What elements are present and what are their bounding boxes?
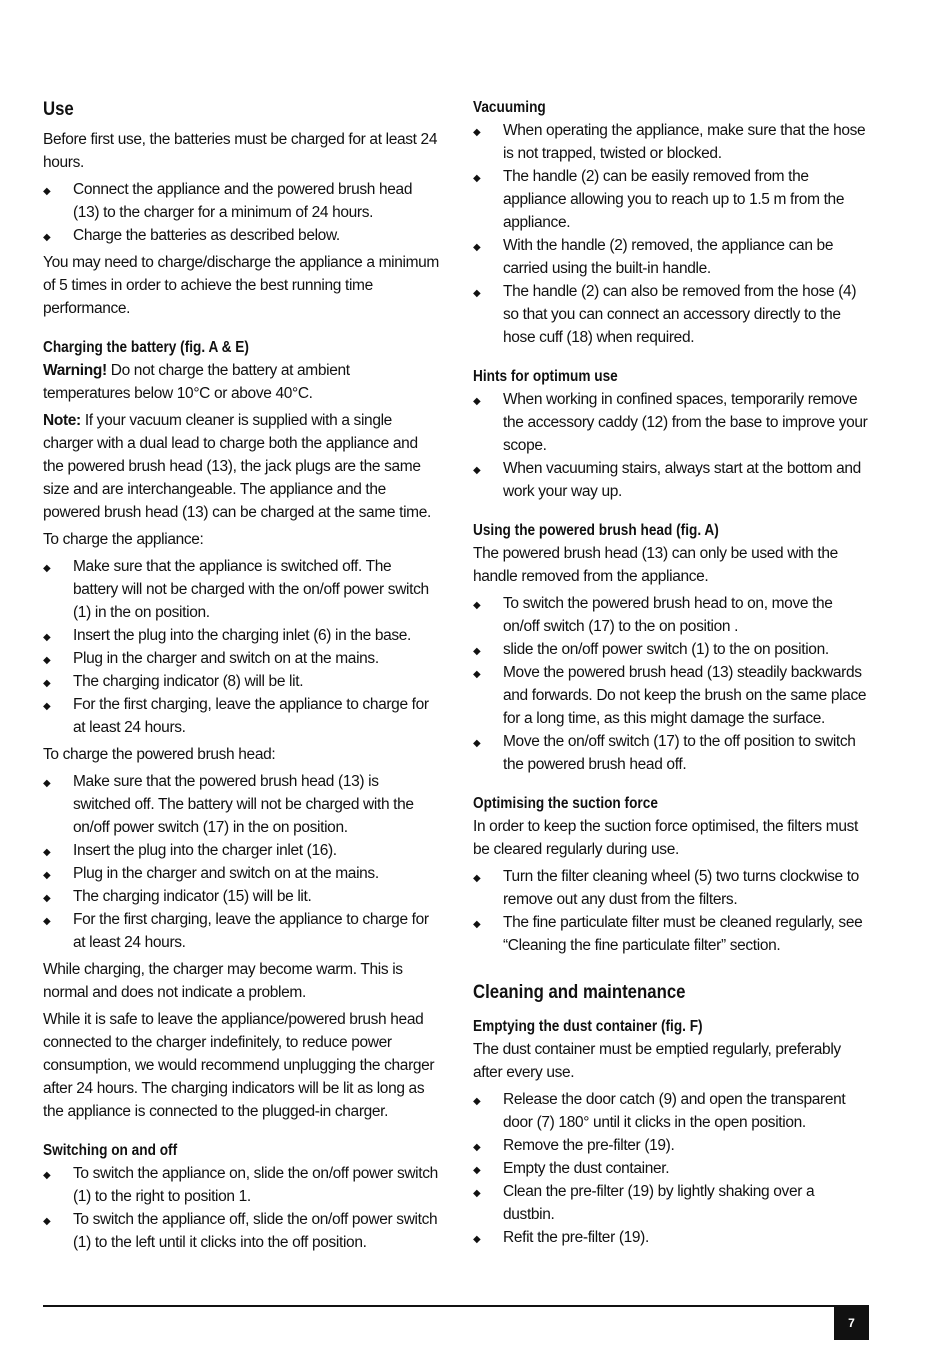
- list-item: [43, 647, 439, 670]
- brush-heading: Using the powered brush head (fig. A): [473, 522, 719, 539]
- list-item-text: Turn the filter cleaning wheel (5) two turns clockwise to remove out any dust from the filters.: [503, 868, 859, 908]
- list-item-text: The charging indicator (8) will be lit.: [73, 673, 304, 690]
- list-item: [473, 1157, 869, 1180]
- bullet-icon: ◆: [43, 701, 51, 712]
- list-item: [43, 624, 439, 647]
- safe-note: While it is safe to leave the appliance/powered brush head connected to the charger indefinitely, to reduce power consumption, we would recommend unplugging the charger after 24 hours. The charging indicators will be lit as long as the appliance is connected to the plugged-in charger.: [43, 1011, 435, 1120]
- bullet-icon: ◆: [473, 127, 481, 138]
- list-item-text: For the first charging, leave the appliance to charge for at least 24 hours.: [73, 911, 429, 951]
- list-item-text: The charging indicator (15) will be lit.: [73, 888, 312, 905]
- list-item: [473, 119, 869, 165]
- list-item: [43, 1208, 439, 1254]
- charge-brush-list: [43, 770, 439, 954]
- bullet-icon: ◆: [43, 232, 51, 243]
- list-item-text: For the first charging, leave the appliance to charge for at least 24 hours.: [73, 696, 429, 736]
- page-number: 7: [834, 1305, 869, 1340]
- bullet-icon: ◆: [473, 465, 481, 476]
- list-item: [43, 908, 439, 954]
- bullet-icon: ◆: [43, 778, 51, 789]
- list-item-text: Empty the dust container.: [503, 1160, 670, 1177]
- bullet-icon: ◆: [43, 563, 51, 574]
- list-item: [43, 224, 439, 247]
- bullet-icon: ◆: [473, 919, 481, 930]
- list-item: [43, 885, 439, 908]
- note-text: If your vacuum cleaner is supplied with a single charger with a dual lead to charge both the appliance and the powered brush head (13), the jack plugs are the same size and are interchangeable. The appliance and the powered brush head (13) can be charged at the same time.: [43, 412, 431, 521]
- bullet-icon: ◆: [473, 173, 481, 184]
- list-item: [473, 865, 869, 911]
- list-item-text: Insert the plug into the charging inlet (6) in the base.: [73, 627, 411, 644]
- left-column: [43, 96, 439, 1258]
- list-item: [473, 661, 869, 730]
- charging-heading: Charging the battery (fig. A & E): [43, 339, 249, 356]
- list-item: [43, 839, 439, 862]
- list-item-text: Clean the pre-filter (19) by lightly shaking over a dustbin.: [503, 1183, 815, 1223]
- list-item-text: When operating the appliance, make sure that the hose is not trapped, twisted or blocked.: [503, 122, 866, 162]
- list-item: [43, 178, 439, 224]
- list-item-text: The handle (2) can also be removed from the hose (4) so that you can connect an accessory directly to the hose cuff (18) when required.: [503, 283, 857, 346]
- list-item-text: To switch the appliance off, slide the on/off power switch (1) to the left until it clicks into the off position.: [73, 1211, 438, 1251]
- note-label: Note:: [43, 412, 81, 429]
- list-item-text: Plug in the charger and switch on at the mains.: [73, 865, 379, 882]
- bullet-icon: ◆: [473, 873, 481, 884]
- bullet-icon: ◆: [43, 893, 51, 904]
- use-heading: Use: [43, 98, 74, 120]
- list-item: [43, 862, 439, 885]
- list-item: [473, 234, 869, 280]
- list-item: [43, 670, 439, 693]
- use-intro: Before first use, the batteries must be charged for at least 24 hours.: [43, 131, 438, 171]
- list-item-text: slide the on/off power switch (1) to the on position.: [503, 641, 829, 658]
- emptying-list: [473, 1088, 869, 1249]
- bullet-icon: ◆: [43, 870, 51, 881]
- suction-intro: In order to keep the suction force optimised, the filters must be cleared regularly during use.: [473, 818, 858, 858]
- right-column: [473, 96, 869, 1253]
- bullet-icon: ◆: [473, 396, 481, 407]
- list-item-text: Make sure that the appliance is switched off. The battery will not be charged with the on/off power switch (1) in the on position.: [73, 558, 429, 621]
- list-item-text: When vacuuming stairs, always start at the bottom and work your way up.: [503, 460, 861, 500]
- list-item-text: To switch the appliance on, slide the on/off power switch (1) to the right to position 1.: [73, 1165, 438, 1205]
- warning-text: Do not charge the battery at ambient temperatures below 10°C or above 40°C.: [43, 362, 350, 402]
- vacuuming-heading: Vacuuming: [473, 99, 546, 116]
- bullet-icon: ◆: [43, 186, 51, 197]
- bullet-icon: ◆: [473, 669, 481, 680]
- hints-heading: Hints for optimum use: [473, 368, 618, 385]
- charge-appliance-label: To charge the appliance:: [43, 531, 204, 548]
- use-note: You may need to charge/discharge the appliance a minimum of 5 times in order to achieve the best running time performance.: [43, 254, 439, 317]
- footer-rule: [43, 1305, 869, 1307]
- bullet-icon: ◆: [473, 1142, 481, 1153]
- list-item-text: Move the on/off switch (17) to the off position to switch the powered brush head off.: [503, 733, 856, 773]
- list-item-text: To switch the powered brush head to on, move the on/off switch (17) to the on position .: [503, 595, 833, 635]
- list-item: [473, 165, 869, 234]
- list-item: [473, 638, 869, 661]
- bullet-icon: ◆: [473, 600, 481, 611]
- note-paragraph: [43, 409, 439, 524]
- list-item: [43, 770, 439, 839]
- list-item-text: Remove the pre-filter (19).: [503, 1137, 675, 1154]
- switching-list: [43, 1162, 439, 1254]
- list-item-text: Charge the batteries as described below.: [73, 227, 340, 244]
- bullet-icon: ◆: [473, 288, 481, 299]
- list-item: [473, 457, 869, 503]
- list-item-text: When working in confined spaces, temporarily remove the accessory caddy (12) from the base to improve your scope.: [503, 391, 868, 454]
- brush-intro: The powered brush head (13) can only be used with the handle removed from the appliance.: [473, 545, 838, 585]
- list-item: [473, 911, 869, 957]
- list-item-text: With the handle (2) removed, the appliance can be carried using the built-in handle.: [503, 237, 834, 277]
- suction-heading: Optimising the suction force: [473, 795, 658, 812]
- emptying-heading: Emptying the dust container (fig. F): [473, 1018, 703, 1035]
- list-item: [43, 555, 439, 624]
- list-item: [473, 388, 869, 457]
- list-item-text: Make sure that the powered brush head (13) is switched off. The battery will not be charged with the on/off power switch (17) in the on position.: [73, 773, 414, 836]
- bullet-icon: ◆: [473, 1096, 481, 1107]
- charge-appliance-list: [43, 555, 439, 739]
- list-item-text: Plug in the charger and switch on at the mains.: [73, 650, 379, 667]
- list-item-text: The fine particulate filter must be cleaned regularly, see “Cleaning the fine particulate filter” section.: [503, 914, 863, 954]
- bullet-icon: ◆: [473, 1234, 481, 1245]
- bullet-icon: ◆: [473, 242, 481, 253]
- cleaning-heading: Cleaning and maintenance: [473, 981, 686, 1003]
- list-item: [473, 1088, 869, 1134]
- bullet-icon: ◆: [43, 847, 51, 858]
- bullet-icon: ◆: [43, 678, 51, 689]
- list-item: [473, 280, 869, 349]
- list-item: [473, 730, 869, 776]
- list-item-text: Release the door catch (9) and open the transparent door (7) 180° until it clicks in the open position.: [503, 1091, 846, 1131]
- bullet-icon: ◆: [473, 646, 481, 657]
- list-item: [473, 1180, 869, 1226]
- list-item: [43, 1162, 439, 1208]
- use-list: [43, 178, 439, 247]
- list-item-text: Refit the pre-filter (19).: [503, 1229, 649, 1246]
- vacuuming-list: [473, 119, 869, 349]
- bullet-icon: ◆: [43, 1170, 51, 1181]
- brush-list: [473, 592, 869, 776]
- bullet-icon: ◆: [43, 632, 51, 643]
- bullet-icon: ◆: [43, 916, 51, 927]
- bullet-icon: ◆: [43, 1216, 51, 1227]
- bullet-icon: ◆: [43, 655, 51, 666]
- warning-label: Warning!: [43, 362, 107, 379]
- warm-note: While charging, the charger may become warm. This is normal and does not indicate a problem.: [43, 961, 403, 1001]
- suction-list: [473, 865, 869, 957]
- list-item-text: Connect the appliance and the powered brush head (13) to the charger for a minimum of 24 hours.: [73, 181, 413, 221]
- bullet-icon: ◆: [473, 738, 481, 749]
- bullet-icon: ◆: [473, 1188, 481, 1199]
- list-item-text: Move the powered brush head (13) steadily backwards and forwards. Do not keep the brush on the same place for a long time, as this might damage the surface.: [503, 664, 867, 727]
- list-item: [473, 592, 869, 638]
- hints-list: [473, 388, 869, 503]
- charge-brush-label: To charge the powered brush head:: [43, 746, 276, 763]
- list-item-text: Insert the plug into the charger inlet (16).: [73, 842, 337, 859]
- list-item: [43, 693, 439, 739]
- emptying-intro: The dust container must be emptied regularly, preferably after every use.: [473, 1041, 841, 1081]
- list-item: [473, 1226, 869, 1249]
- list-item-text: The handle (2) can be easily removed from the appliance allowing you to reach up to 1.5 m from the appliance.: [503, 168, 845, 231]
- list-item: [473, 1134, 869, 1157]
- warning-paragraph: [43, 359, 439, 405]
- bullet-icon: ◆: [473, 1165, 481, 1176]
- switching-heading: Switching on and off: [43, 1142, 178, 1159]
